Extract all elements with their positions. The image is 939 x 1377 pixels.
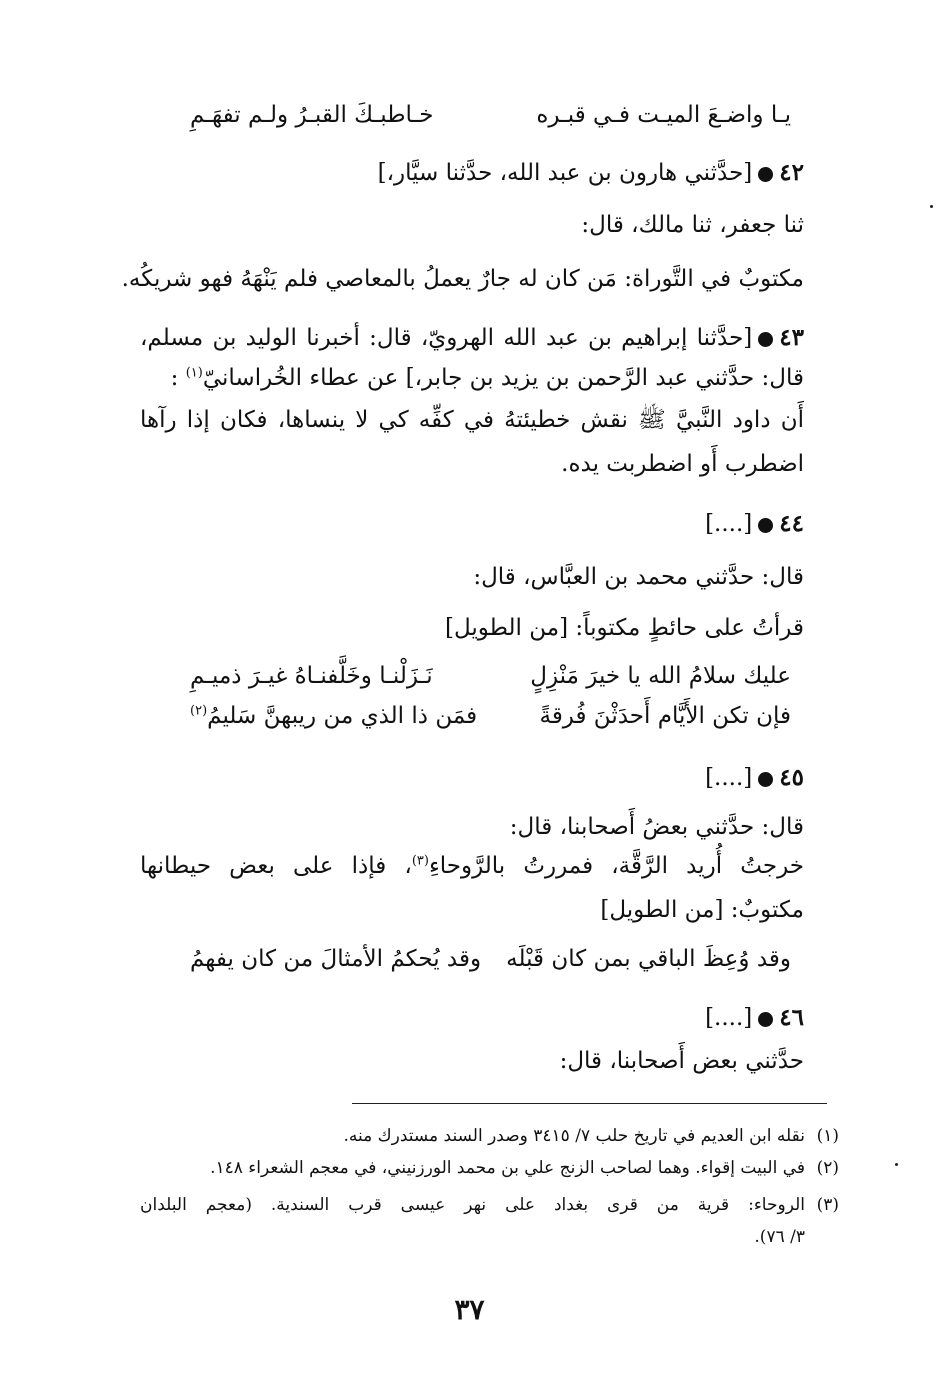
footnote-ref: (٣) [411,853,429,869]
verse-top-first: يـا واضـعَ الميـت فـي قبـره [536,102,791,128]
footnote-text: في البيت إقواء. وهما لصاحب الزنج علي بن محمد الورزنيني، في معجم الشعراء ١٤٨. [210,1158,805,1178]
entry-number: ٤٣ [779,324,804,351]
entry-44-heading [705,509,804,539]
entry-number: ٤٦ [779,1004,804,1031]
verse-45-second: وقد يُحكمُ الأمثالَ من كان يفهمُ [190,946,482,972]
footnote-ref: (١) [185,365,203,381]
footnote-mark: (١) [816,1126,839,1146]
entry-45-line3: مكتوبٌ: [من الطويل] [600,897,804,923]
entry-42-chain: [حدَّثني هارون بن عبد الله، حدَّثنا سيَّار،] [377,160,753,186]
footnote-mark: (٢) [816,1158,839,1178]
missing-chain: [....] [705,1005,753,1031]
entry-number: ٤٤ [779,510,804,537]
entry-45-line2 [140,851,804,881]
entry-42-text: مكتوبٌ في التَّوراة: مَن كان له جارٌ يعملُ بالمعاصي فلم يَنْهَهُ فهو شريكُه. [121,266,804,292]
verse-44-1-first: عليك سلامُ الله يا خيرَ مَنْزِلٍ [530,663,791,689]
entry-45-text-end: ، فإذا على بعض حيطانها [140,853,412,879]
entry-42-heading [378,158,804,188]
entry-number: ٤٢ [779,159,804,186]
bullet-icon [758,772,773,787]
colon: : [170,365,179,391]
bullet-icon [758,167,773,182]
entry-43-text: أَن داود النَّبيَّ ﷺ نقش خطيئتهُ في كفِّه كي لا ينساها، فكان إذا رآها [140,407,804,433]
footnote-mark: (٣) [816,1195,839,1215]
entry-43-text-end: اضطرب أَو اضطربت يده. [561,451,804,477]
footnote-3 [140,1192,839,1218]
footnote-divider [352,1103,827,1104]
entry-43-line2 [171,363,804,393]
scan-speck [930,205,933,208]
footnote-text: نقله ابن العديم في تاريخ حلب ٧/ ٣٤١٥ وصدر السند مستدرك منه. [343,1126,805,1146]
entry-43-heading [140,323,804,353]
scan-speck [895,1163,898,1166]
entry-number: ٤٥ [779,764,804,791]
missing-chain: [....] [705,765,753,791]
bullet-icon [758,518,773,533]
entry-43-chain: [حدَّثنا إبراهيم بن عبد الله الهرويّ، قال: أخبرنا الوليد بن مسلم، [140,325,753,351]
page-number: ٣٧ [454,1293,485,1326]
entry-45-heading [705,763,804,793]
entry-44-line2: قرأتُ على حائطٍ مكتوباً: [من الطويل] [445,615,804,641]
entry-45-text: خرجتُ أُريد الرَّقَّة، فمررتُ بالرَّوحاءِ [428,853,804,879]
missing-chain: [....] [705,511,753,537]
entry-43-chain-cont: قال: حدَّثني عبد الرَّحمن بن يزيد بن جابر،] عن عطاء الخُراسانيّ [202,365,804,391]
bullet-icon [758,332,773,347]
entry-46-heading [705,1003,804,1033]
footnote-ref: (٢) [190,703,208,719]
verse-top-second: خـاطبـكَ القبـرُ ولـم تفهَـمِ [190,102,434,128]
verse-44-1-second: نَـزَلْنـا وخَلَّفنـاهُ غيـرَ ذميـمِ [190,663,433,689]
footnote-1 [343,1123,839,1149]
entry-46-line1: حدَّثني بعض أَصحابنا، قال: [559,1048,804,1074]
verse-45-first: وقد وُعِظَ الباقي بمن كان قَبْلَه [506,946,791,972]
footnote-3-cont: ٣/ ٧٦). [754,1227,805,1247]
entry-42-line2: ثنا جعفر، ثنا مالك، قال: [581,212,804,238]
bullet-icon [758,1012,773,1027]
verse-44-2-second [190,701,477,731]
footnote-2 [210,1155,839,1181]
entry-44-line1: قال: حدَّثني محمد بن العبَّاس، قال: [473,564,804,590]
entry-45-line1: قال: حدَّثني بعضُ أَصحابنا، قال: [509,814,804,840]
footnote-text: الروحاء: قرية من قرى بغداد على نهر عيسى قرب السندية. (معجم البلدان [140,1195,805,1215]
verse-44-2-second-text: فمَن ذا الذي من ريبهنَّ سَليمُ [207,703,478,729]
verse-44-2-first: فإن تكن الأَيَّام أَحدَثْنَ فُرقةً [539,703,791,729]
